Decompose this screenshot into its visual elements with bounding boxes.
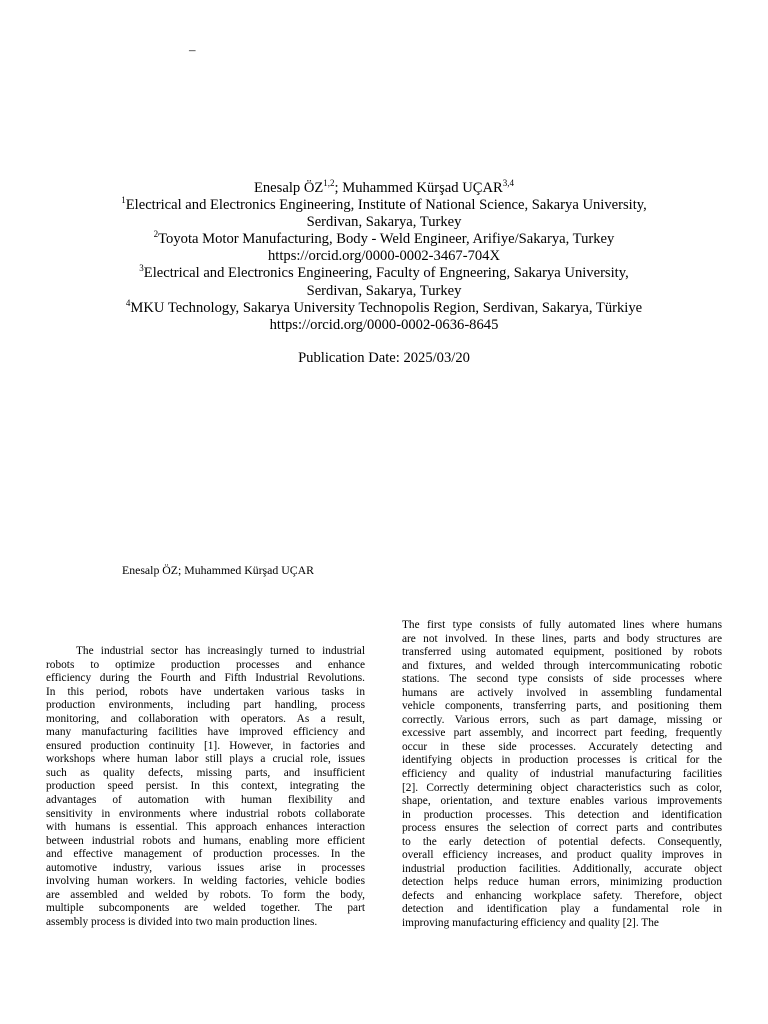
body-text-line: defects and enhancing workplace safety. Therefore, object (402, 889, 722, 902)
body-text-line: The first type consists of fully automated lines where humans (402, 619, 722, 631)
affiliation-4-marker: 4 (125, 297, 131, 308)
body-column-right (402, 619, 722, 931)
author-name-1: Enesalp ÖZ (253, 180, 324, 196)
body-text-line: to the early detection of potential defects. Consequently, (402, 835, 722, 848)
body-text-line: are assembled and welded by robots. To form the body, (46, 888, 365, 901)
body-text-line: The industrial sector has increasingly turned to industrial (76, 645, 365, 657)
author-name-2: Muhammed Kürşad UÇAR (342, 180, 503, 196)
author-affiliation-block (0, 180, 768, 334)
affiliation-4-line-1 (0, 297, 768, 317)
author-2-affiliation-marker: 3,4 (502, 178, 515, 188)
orcid-link-2[interactable]: https://orcid.org/0000-0002-0636-8645 (269, 316, 499, 333)
body-text-line: transferred using automated equipment, positioned by robots (402, 646, 722, 659)
running-authors: Enesalp ÖZ; Muhammed Kürşad UÇAR (122, 563, 314, 577)
affiliation-3-marker: 3 (139, 263, 144, 274)
body-text-line: vehicle components, transferring parts, and positioning them (402, 700, 722, 713)
affiliation-2-line-1 (0, 231, 768, 248)
body-text-line: multiple subcomponents are welded together. The part (46, 902, 365, 915)
body-text-line: monitoring, and collaboration with operators. As a result, (46, 712, 365, 725)
affiliation-3-line-2: Serdivan, Sakarya, Turkey (306, 282, 462, 299)
body-text-line: workshops where human labor still plays a crucial role, issues (46, 753, 365, 766)
body-text-line: with humans is essential. This approach enhances interaction (46, 821, 365, 834)
body-text-line: ensured production continuity [1]. However, in factories and (46, 739, 365, 752)
body-text-line: shape, orientation, and texture enables various improvements (402, 795, 722, 808)
body-text-line: efficiency and quality of industrial manufacturing facilities (402, 768, 722, 781)
body-text-line: efficiency during the Fourth and Fifth Industrial Revolutions. (46, 672, 365, 685)
body-text-line: [2]. Correctly determining object characteristics such as color, (402, 781, 722, 794)
affiliation-1-marker: 1 (121, 195, 126, 206)
author-line (0, 180, 768, 197)
affiliation-2-text: Toyota Motor Manufacturing, Body - Weld Engineer, Arifiye/Sakarya, Turkey (158, 231, 615, 248)
body-text-line: overall efficiency increases, and product quality improves in (402, 849, 722, 862)
orcid-link-1[interactable]: https://orcid.org/0000-0002-3467-704X (268, 248, 500, 265)
body-text-line: in production processes. This detection and identification (402, 808, 722, 821)
author-separator: ; (334, 180, 343, 196)
body-text-line: assembly process is divided into two main production lines. (46, 915, 318, 928)
body-text-line: industrial production facilities. Additionally, accurate object (402, 862, 722, 875)
body-text-line: production environments, including part handling, process (46, 699, 365, 712)
body-text-line: advantages of automation with human flexibility and (46, 794, 365, 807)
body-text-line: between industrial robots and humans, enabling more efficient (46, 834, 365, 847)
affiliation-1-line-1 (0, 197, 768, 214)
body-text-line: identifying objects in production processes is critical for the (402, 754, 722, 767)
affiliation-1-line-2: Serdivan, Sakarya, Turkey (306, 214, 462, 231)
body-text-line: correctly. Various errors, such as part damage, missing or (402, 713, 722, 726)
affiliation-3-line-1 (0, 265, 768, 282)
body-text-line: automotive industry, various issues arise in processes (46, 861, 365, 874)
affiliation-4-text: MKU Technology, Sakarya University Technopolis Region, Serdivan, Sakarya, Türkiye (130, 299, 643, 316)
body-text-line: stations. The second type consists of side processes where (402, 673, 722, 686)
body-text-line: involving human workers. In welding factories, vehicle bodies (46, 875, 365, 888)
body-text-line: excessive part assembly, and incorrect part feeding, frequently (402, 727, 722, 740)
body-text-line: and fixtures, and welded through intercommunicating robotic (402, 659, 722, 672)
body-text-line: such as quality defects, missing parts, and insufficient (46, 766, 365, 779)
body-text-line: robots to optimize production processes and enhance (46, 658, 365, 671)
author-1-affiliation-marker: 1,2 (323, 178, 335, 188)
body-text-line: occur in these side processes. Accurately detecting and (402, 740, 722, 753)
header-dash: – (189, 42, 196, 57)
body-column-left (46, 645, 365, 929)
body-text-line: detection helps reduce human errors, minimizing production (402, 876, 722, 889)
body-text-line: sensitivity in environments where industrial robots collaborate (46, 807, 365, 820)
affiliation-1-text: Electrical and Electronics Engineering, Institute of National Science, Sakarya University, (125, 197, 647, 214)
body-text-line: are not involved. In these lines, parts and body structures are (402, 632, 722, 645)
body-text-line: detection and identification play a fundamental role in (402, 903, 722, 916)
publication-date: Publication Date: 2025/03/20 (298, 350, 470, 366)
affiliation-3-text: Electrical and Electronics Engineering, Faculty of Engneering, Sakarya University, (143, 265, 629, 282)
body-text-line: In this period, robots have undertaken various tasks in (46, 685, 365, 698)
affiliation-2-marker: 2 (153, 229, 159, 240)
body-text-line: improving manufacturing efficiency and quality [2]. The (402, 917, 659, 930)
body-text-line: production speed persist. In this context, integrating the (46, 780, 365, 793)
body-text-line: many manufacturing facilities have improved efficiency and (46, 726, 365, 739)
body-text-line: process ensures the selection of correct parts and contributes (402, 822, 722, 835)
body-text-line: and effective management of production processes. In the (46, 848, 365, 861)
body-text-line: humans are actively involved in assembling fundamental (402, 686, 722, 699)
